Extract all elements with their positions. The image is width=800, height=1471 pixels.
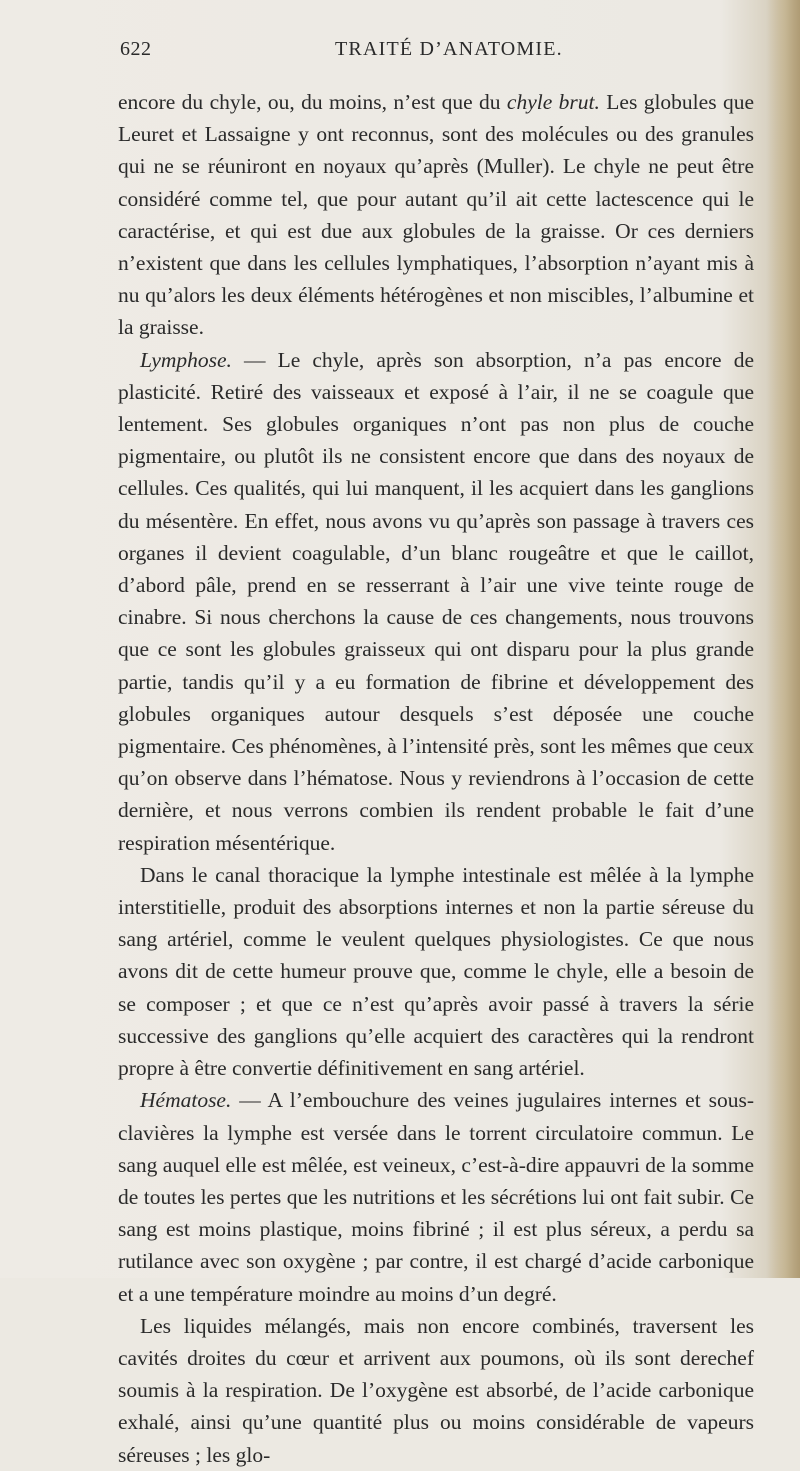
text-run: encore du chyle, ou, du moins, n’est que du xyxy=(118,90,507,114)
running-title: TRAITÉ D’ANATOMIE. xyxy=(335,38,563,60)
body-text xyxy=(118,86,754,1471)
text-run: Les liquides mélangés, mais non encore combinés, traversent les cavités droites du cœur et arrivent aux poumons, où ils sont derechef soumis à la respiration. De l’oxygène est absorbé, de l’acide carbonique exhalé, ainsi qu’une quantité plus ou moins considérable de vapeurs séreuses ; les glo- xyxy=(118,1313,754,1467)
page-edge-shadow xyxy=(766,0,800,1278)
text-run: — A l’embouchure des veines jugulaires internes et sous-clavières la lymphe est versée dans le torrent circulatoire commun. Le sang auquel elle est mêlée, est veineux, c’est-à-dire appauvri de la somme de toutes les pertes que les nutritions et les sécrétions lui ont fait subir. Ce sang est moins plastique, moins fibriné ; il est plus séreux, a perdu sa rutilance avec son oxygène ; par contre, il est chargé d’acide carbonique et a une température moindre au moins d’un degré. xyxy=(118,1088,754,1306)
section-heading-lymphose: Lymphose. xyxy=(140,347,232,372)
paragraph-hematose xyxy=(118,1084,754,1309)
term-chyle-brut: chyle brut. xyxy=(506,90,600,114)
paragraph-lymphose xyxy=(118,344,754,859)
text-run: Dans le canal thoracique la lymphe intestinale est mêlée à la lymphe interstitielle, produit des absorptions internes et non la partie séreuse du sang artériel, comme le veulent quelques physiologistes. Ce que nous avons dit de cette humeur prouve que, comme le chyle, elle a besoin de se composer ; et que ce n’est qu’après avoir passé à travers la série successive des ganglions qu’elle acquiert des caractères qui la rendront propre à être convertie définitivement en sang artériel. xyxy=(118,862,754,1081)
page-number: 622 xyxy=(120,38,152,60)
paragraph-canal-thoracique xyxy=(118,859,754,1084)
paragraph-liquides xyxy=(118,1310,754,1471)
page-header xyxy=(120,38,754,68)
section-heading-hematose: Hématose. xyxy=(140,1088,232,1113)
paragraph-chyle xyxy=(118,86,754,344)
text-run: Les globules que Leuret et Lassaigne y ont reconnus, sont des molécules ou des granules qui ne se réuniront en noyaux qu’après (Muller). Le chyle ne peut être considéré comme tel, que pour autant qu’il ait cette lactescence qui le caractérise, et qui est due aux globules de la graisse. Or ces derniers n’existent que dans les cellules lymphatiques, l’absorption n’ayant mis à nu qu’alors les deux éléments hétérogènes et non miscibles, l’albumine et la graisse. xyxy=(118,90,754,340)
text-run: — Le chyle, après son absorption, n’a pas encore de plasticité. Retiré des vaisseaux et exposé à l’air, il ne se coagule que lentement. Ses globules organiques n’ont pas non plus de couche pigmentaire, ou plutôt ils ne consistent encore que dans des noyaux de cellules. Ces qualités, qui lui manquent, il les acquiert dans les ganglions du mésentère. En effet, nous avons vu qu’après son passage à travers ces organes il devient coagulable, d’un blanc rougeâtre et que le caillot, d’abord pâle, prend en se resserrant à l’air une vive teinte rouge de cinabre. Si nous cherchons la cause de ces changements, nous trouvons que ce sont les globules graisseux qui ont disparu pour la plus grande partie, tandis qu’il y a eu formation de fibrine et développement des globules organiques autour desquels s’est déposée une couche pigmentaire. Ces phénomènes, à l’intensité près, sont les mêmes que ceux qu’on observe dans l’hématose. Nous y reviendrons à l’occasion de cette dernière, et nous verrons combien ils rendent probable le fait d’une respiration mésentérique. xyxy=(118,347,754,855)
